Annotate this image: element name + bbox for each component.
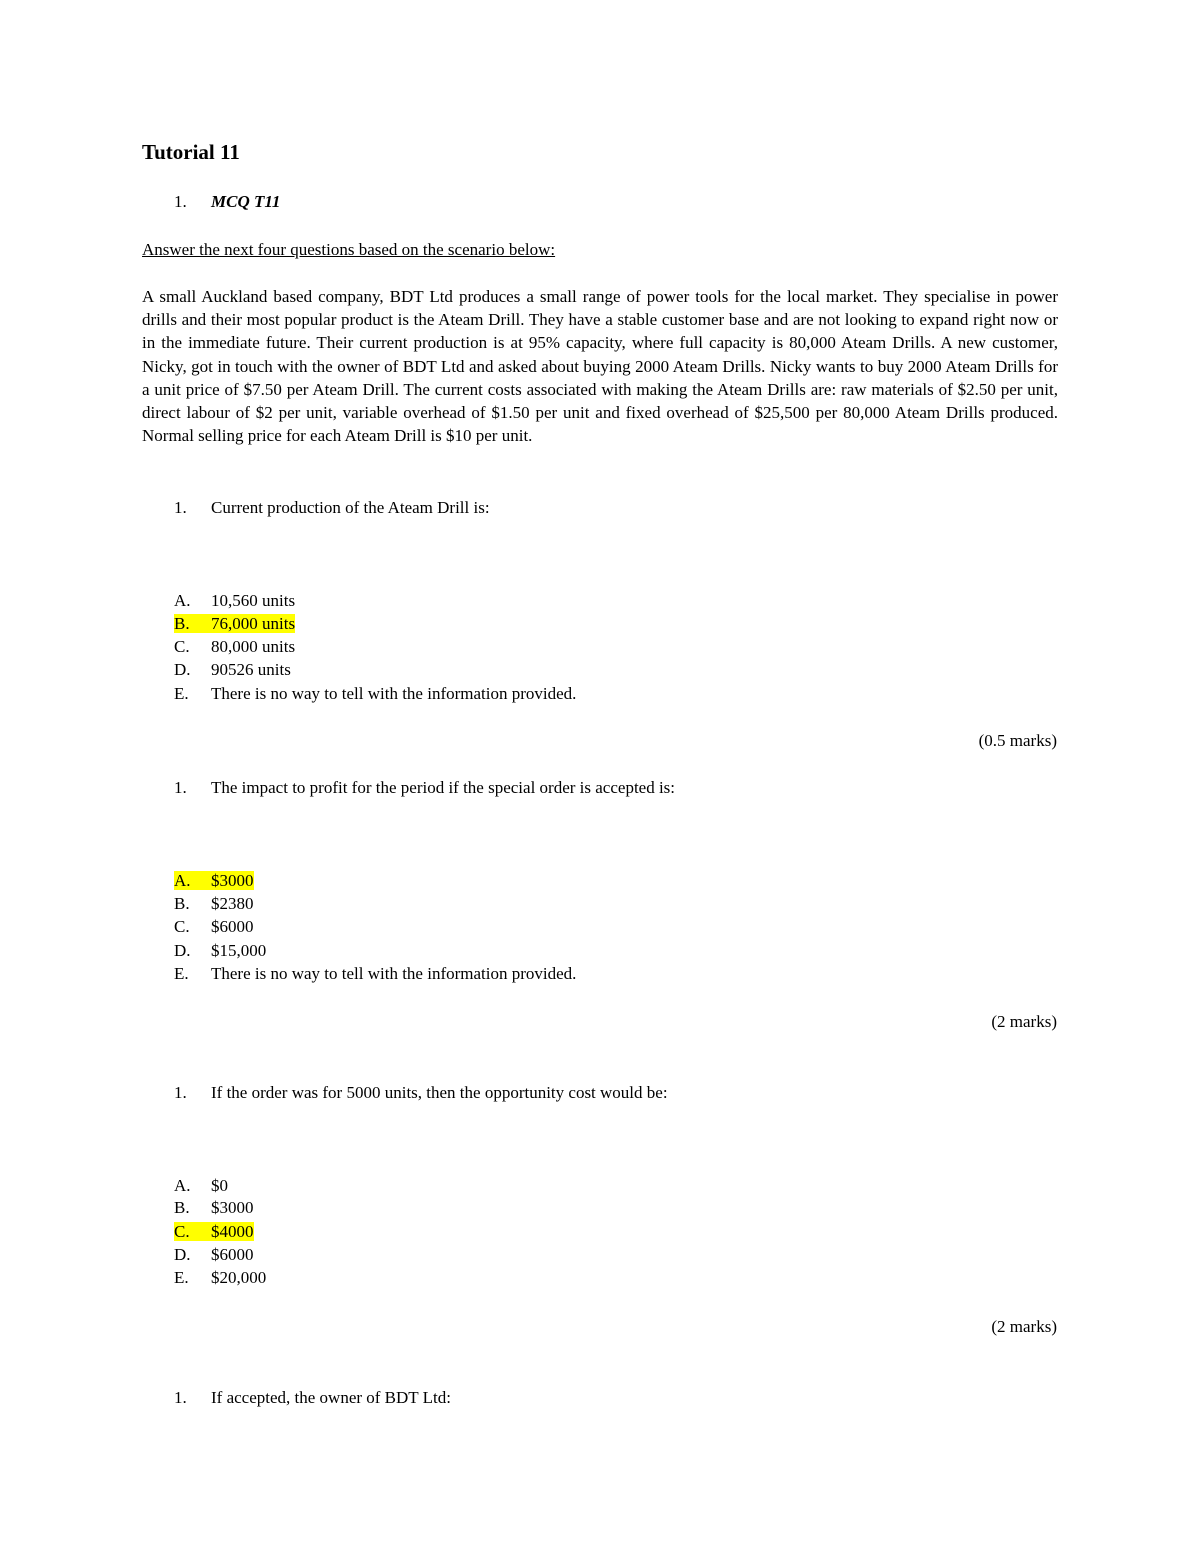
option-text: $2380 xyxy=(211,894,254,913)
question-4-text: If accepted, the owner of BDT Ltd: xyxy=(211,1388,451,1407)
question-2-option-d xyxy=(174,939,266,962)
option-letter: B. xyxy=(174,1198,190,1217)
question-2-option-b xyxy=(174,892,254,915)
option-text: There is no way to tell with the information provided. xyxy=(211,684,577,703)
question-2-number: 1. xyxy=(174,778,187,797)
document-title: Tutorial 11 xyxy=(142,140,240,164)
option-letter: C. xyxy=(174,637,190,656)
option-letter: A. xyxy=(174,1176,191,1195)
question-3-number: 1. xyxy=(174,1083,187,1102)
option-letter: D. xyxy=(174,941,191,960)
question-1-option-a xyxy=(174,589,295,612)
option-letter: A. xyxy=(174,591,191,610)
option-text: $6000 xyxy=(211,917,254,936)
question-2-option-c xyxy=(174,915,254,938)
option-text: $4000 xyxy=(211,1222,254,1241)
question-1-number: 1. xyxy=(174,498,187,517)
question-3-option-b xyxy=(174,1196,254,1219)
question-3-option-e xyxy=(174,1266,266,1289)
option-letter: E. xyxy=(174,1268,189,1287)
option-text: 10,560 units xyxy=(211,591,296,610)
question-2-marks: (2 marks) xyxy=(991,1012,1057,1031)
question-2-option-a xyxy=(174,869,254,892)
option-text: $0 xyxy=(211,1176,228,1195)
question-1-option-e xyxy=(174,682,576,705)
question-1-text: Current production of the Ateam Drill is: xyxy=(211,498,490,517)
question-1-marks: (0.5 marks) xyxy=(978,731,1057,750)
question-1-option-d xyxy=(174,658,291,681)
option-text: 90526 units xyxy=(211,660,291,679)
option-letter: B. xyxy=(174,614,190,633)
option-letter: A. xyxy=(174,871,191,890)
question-3-option-d xyxy=(174,1243,254,1266)
option-letter: C. xyxy=(174,917,190,936)
option-letter: B. xyxy=(174,894,190,913)
option-text: $15,000 xyxy=(211,941,267,960)
option-text: $6000 xyxy=(211,1245,254,1264)
intro-instruction: Answer the next four questions based on the scenario below: xyxy=(142,240,556,259)
question-1-option-c xyxy=(174,635,295,658)
option-text: $3000 xyxy=(211,871,254,890)
option-letter: E. xyxy=(174,964,189,983)
question-3-marks: (2 marks) xyxy=(991,1317,1057,1336)
option-text: There is no way to tell with the information provided. xyxy=(211,964,577,983)
option-text: 76,000 units xyxy=(211,614,296,633)
question-3-text: If the order was for 5000 units, then the opportunity cost would be: xyxy=(211,1083,668,1102)
option-letter: C. xyxy=(174,1222,190,1241)
option-letter: E. xyxy=(174,684,189,703)
question-3-option-c xyxy=(174,1220,254,1243)
question-2-option-e xyxy=(174,962,576,985)
option-text: 80,000 units xyxy=(211,637,296,656)
option-letter: D. xyxy=(174,1245,191,1264)
scenario-paragraph: A small Auckland based company, BDT Ltd produces a small range of power tools for the local market. They specialise in power drills and their most popular product is the Ateam Drill. They have a stable customer base and are not looking to expand right now or in the immediate future. Their current production is at 95% capacity, where full capacity is 80,000 Ateam Drills. A new customer, Nicky, got in touch with the owner of BDT Ltd and asked about buying 2000 Ateam Drills. Nicky wants to buy 2000 Ateam Drills for a unit price of $7.50 per Ateam Drill. The current costs associated with making the Ateam Drills are: raw materials of $2.50 per unit, direct labour of $2 per unit, variable overhead of $1.50 per unit and fixed overhead of $25,500 per 80,000 Ateam Drills produced. Normal selling price for each Ateam Drill is $10 per unit. xyxy=(142,287,1058,446)
question-4-number: 1. xyxy=(174,1388,187,1407)
option-text: $3000 xyxy=(211,1198,254,1217)
option-letter: D. xyxy=(174,660,191,679)
section-number: 1. xyxy=(174,192,187,211)
option-text: $20,000 xyxy=(211,1268,267,1287)
question-2-text: The impact to profit for the period if the special order is accepted is: xyxy=(211,778,676,797)
question-3-option-a xyxy=(174,1174,228,1197)
section-label: MCQ T11 xyxy=(211,192,281,211)
question-1-option-b xyxy=(174,612,295,635)
